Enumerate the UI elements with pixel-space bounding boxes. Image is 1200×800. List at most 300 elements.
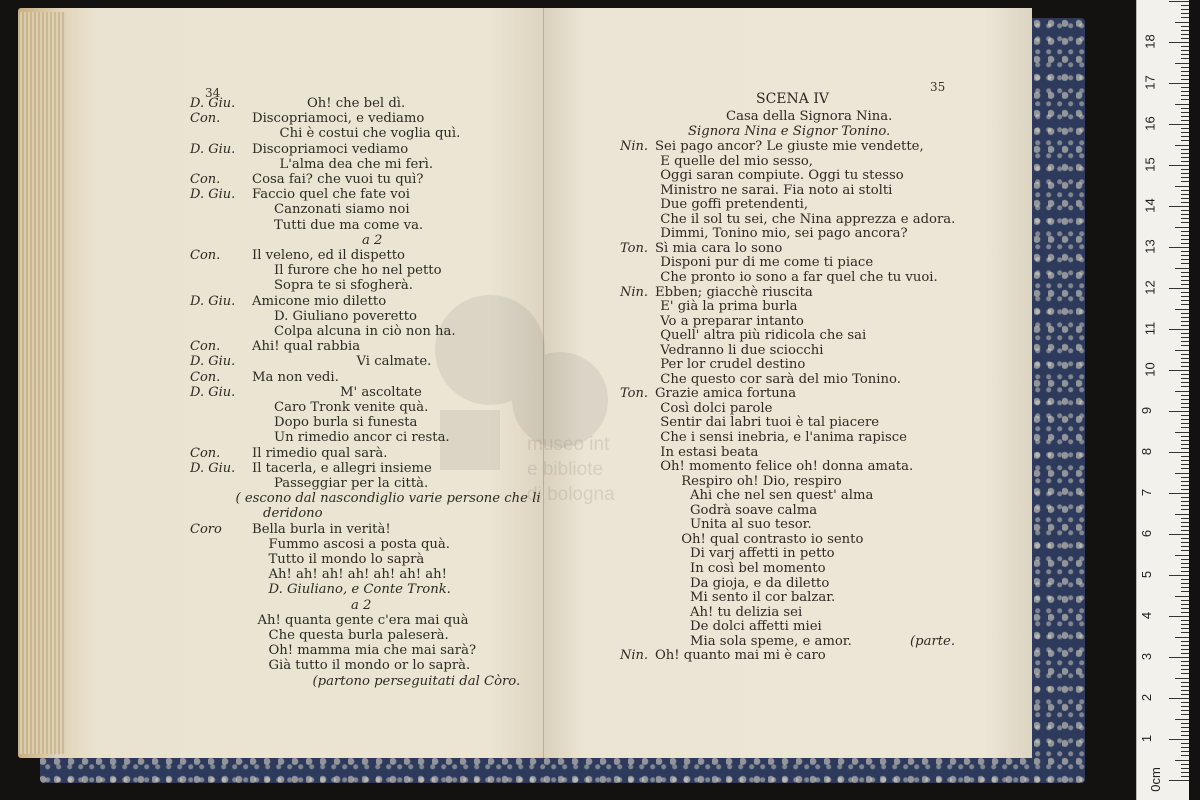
- ruler-tick: [1181, 345, 1189, 346]
- speaker-label: Con.: [190, 339, 221, 355]
- right-page-number: 35: [930, 80, 946, 94]
- ruler-tick: [1181, 362, 1189, 363]
- ruler-number: 15: [1142, 157, 1158, 172]
- verse-line: Che questo cor sarà del mio Tonino.: [660, 371, 901, 387]
- verse-line: Ma non vedi.: [252, 369, 339, 385]
- ruler-tick: [1181, 427, 1189, 428]
- ruler-tick: [1181, 600, 1189, 601]
- verse-line: Da gioja, e da diletto: [690, 575, 830, 591]
- watermark-line-3: di bologna: [527, 484, 615, 505]
- ruler-tick: [1181, 395, 1189, 396]
- ruler-tick: [1169, 1, 1189, 2]
- ruler-tick: [1181, 776, 1189, 777]
- ruler-tick: [1181, 194, 1189, 195]
- ruler-tick: [1181, 579, 1189, 580]
- ruler-number: 12: [1142, 280, 1158, 295]
- verse-line: Dopo burla si funesta: [274, 415, 418, 431]
- verse-line: Cosa fai? che vuoi tu quì?: [252, 172, 424, 187]
- verse-line: Dimmi, Tonino mio, sei pago ancora?: [660, 226, 908, 242]
- ruler-tick: [1181, 399, 1189, 400]
- ruler-tick: [1181, 489, 1189, 490]
- ruler-tick: [1181, 202, 1189, 203]
- ruler-number: 9: [1139, 406, 1155, 415]
- verse-line: Unita al suo tesor.: [690, 517, 812, 533]
- speaker-label: Ton.: [620, 386, 648, 402]
- ruler-tick: [1181, 198, 1189, 199]
- verse-line: Sentir dai labri tuoi è tal piacere: [660, 415, 880, 431]
- speaker-label: Con.: [190, 445, 221, 461]
- verse-line: Per lor crudel destino: [660, 357, 806, 373]
- ruler-tick: [1181, 112, 1189, 113]
- ruler-tick: [1181, 218, 1189, 219]
- ruler-tick: [1169, 247, 1189, 248]
- ruler-tick: [1181, 723, 1189, 724]
- ruler-tick: [1175, 104, 1189, 105]
- verse-line: Un rimedio ancor ci resta.: [274, 430, 450, 446]
- scene-characters: Signora Nina e Signor Tonino.: [688, 124, 891, 139]
- ruler-tick: [1181, 26, 1189, 27]
- ruler-tick: [1181, 337, 1189, 338]
- verse-line: Ah! ah! ah! ah! ah! ah! ah!: [268, 567, 447, 583]
- ruler-tick: [1181, 259, 1189, 260]
- speaker-label: D. Giu.: [190, 187, 236, 203]
- speaker-label: Nin.: [620, 648, 649, 664]
- ruler-number: 0cm: [1147, 767, 1163, 792]
- ruler-tick: [1175, 268, 1189, 269]
- ruler-tick: [1181, 243, 1189, 244]
- ruler-tick: [1169, 329, 1189, 330]
- ruler-tick: [1169, 534, 1189, 535]
- ruler-tick: [1181, 743, 1189, 744]
- ruler-tick: [1181, 272, 1189, 273]
- verse-line: Vi calmate.: [356, 354, 432, 370]
- verse-line: a 2: [351, 597, 372, 613]
- verse-line: Oggi saran compiute. Oggi tu stesso: [660, 168, 904, 184]
- ruler-tick: [1181, 501, 1189, 502]
- ruler-number: 18: [1142, 34, 1158, 49]
- ruler-tick: [1169, 83, 1189, 84]
- ruler-tick: [1181, 690, 1189, 691]
- verse-line: Che pronto io sono a far quel che tu vuoi.: [660, 269, 938, 285]
- ruler-tick: [1181, 714, 1189, 715]
- ruler-tick: [1181, 628, 1189, 629]
- verse-line: Colpa alcuna in ciò non ha.: [274, 324, 456, 339]
- ruler-tick: [1181, 669, 1189, 670]
- speaker-label: D. Giu.: [190, 141, 236, 157]
- ruler-tick: [1181, 235, 1189, 236]
- ruler-tick: [1181, 58, 1189, 59]
- ruler-tick: [1181, 706, 1189, 707]
- ruler-tick: [1181, 751, 1189, 752]
- ruler-number: 6: [1139, 529, 1155, 538]
- ruler-tick: [1169, 165, 1189, 166]
- ruler-tick: [1181, 464, 1189, 465]
- ruler-tick: [1169, 452, 1189, 453]
- ruler-tick: [1181, 108, 1189, 109]
- ruler-tick: [1181, 587, 1189, 588]
- ruler-tick: [1181, 477, 1189, 478]
- verse-line: Oh! quanto mai mi è caro: [655, 648, 826, 664]
- ruler-tick: [1181, 153, 1189, 154]
- ruler-tick: [1181, 366, 1189, 367]
- ruler-tick: [1181, 542, 1189, 543]
- ruler-tick: [1181, 9, 1189, 10]
- ruler-tick: [1181, 530, 1189, 531]
- verse-line: Tutti due ma come va.: [274, 217, 424, 233]
- verse-line: Ahi che nel sen quest' alma: [690, 488, 874, 504]
- ruler-tick: [1181, 518, 1189, 519]
- verse-line: Vo a preparar intanto: [660, 313, 804, 329]
- verse-line: a 2: [362, 232, 383, 248]
- speaker-label: Con.: [190, 369, 221, 385]
- ruler-tick: [1169, 657, 1189, 658]
- ruler-number: 5: [1139, 570, 1155, 579]
- ruler-tick: [1181, 497, 1189, 498]
- ruler-tick: [1169, 288, 1189, 289]
- ruler-tick: [1181, 120, 1189, 121]
- ruler-number: 11: [1142, 321, 1158, 336]
- ruler-tick: [1181, 280, 1189, 281]
- verse-line: D. Giuliano poveretto: [274, 308, 417, 324]
- verse-line: Passeggiar per la città.: [274, 476, 429, 491]
- ruler-tick: [1181, 50, 1189, 51]
- ruler-tick: [1181, 440, 1189, 441]
- ruler-tick: [1181, 764, 1189, 765]
- ruler-tick: [1181, 374, 1189, 375]
- verse-line: De dolci affetti miei: [690, 619, 822, 635]
- ruler-tick: [1181, 177, 1189, 178]
- ruler-tick: [1169, 780, 1189, 781]
- ruler-tick: [1181, 731, 1189, 732]
- ruler-tick: [1181, 567, 1189, 568]
- verse-line: Il rimedio qual sarà.: [252, 445, 388, 461]
- ruler-tick: [1181, 173, 1189, 174]
- ruler-tick: [1181, 34, 1189, 35]
- ruler-tick: [1181, 128, 1189, 129]
- page-edges: [18, 12, 66, 754]
- ruler-tick: [1181, 423, 1189, 424]
- ruler-tick: [1181, 79, 1189, 80]
- ruler-tick: [1175, 227, 1189, 228]
- ruler-tick: [1181, 222, 1189, 223]
- speaker-label: Con.: [190, 172, 221, 187]
- verse-line: Disponi pur di me come ti piace: [660, 255, 874, 271]
- ruler-tick: [1181, 624, 1189, 625]
- ruler-tick: [1181, 448, 1189, 449]
- ruler-tick: [1181, 559, 1189, 560]
- ruler-tick: [1181, 505, 1189, 506]
- ruler-tick: [1181, 768, 1189, 769]
- speaker-label: Coro: [190, 521, 222, 537]
- verse-line: Grazie amica fortuna: [655, 386, 797, 402]
- ruler-tick: [1181, 296, 1189, 297]
- ruler-tick: [1181, 591, 1189, 592]
- ruler-tick: [1175, 596, 1189, 597]
- ruler-tick: [1181, 538, 1189, 539]
- speaker-label: Con.: [190, 248, 221, 263]
- ruler-tick: [1181, 673, 1189, 674]
- ruler-tick: [1181, 132, 1189, 133]
- ruler-tick: [1175, 760, 1189, 761]
- verse-line: Sei pago ancor? Le giuste mie vendette,: [655, 139, 924, 154]
- verse-line: Di varj affetti in petto: [690, 546, 835, 562]
- ruler-number: 7: [1139, 488, 1155, 497]
- ruler-number: 17: [1142, 75, 1158, 90]
- verse-line: Il tacerla, e allegri insieme: [252, 460, 432, 476]
- stage-direction: (parte.: [910, 633, 956, 649]
- ruler-tick: [1181, 403, 1189, 404]
- verse-line: Caro Tronk venite quà.: [274, 400, 429, 415]
- ruler-tick: [1181, 571, 1189, 572]
- ruler-tick: [1181, 665, 1189, 666]
- verse-line: Mia sola speme, e amor.: [690, 633, 852, 649]
- verse-line: Due goffi pretendenti,: [660, 197, 809, 213]
- ruler-tick: [1181, 300, 1189, 301]
- verse-line: Oh! che bel dì.: [307, 96, 406, 111]
- ruler-tick: [1181, 550, 1189, 551]
- ruler-tick: [1181, 632, 1189, 633]
- verse-line: Faccio quel che fate voi: [252, 187, 410, 203]
- verse-line: Ah! quanta gente c'era mai quà: [257, 612, 469, 628]
- verse-line: Respiro oh! Dio, respiro: [681, 473, 842, 489]
- ruler-tick: [1181, 415, 1189, 416]
- ruler-tick: [1181, 87, 1189, 88]
- ruler-tick: [1181, 38, 1189, 39]
- speaker-label: Nin.: [620, 284, 649, 300]
- verse-line: Discopriamoci vediamo: [252, 141, 409, 157]
- ruler-number: 1: [1139, 734, 1155, 743]
- ruler-tick: [1181, 641, 1189, 642]
- ruler-tick: [1175, 637, 1189, 638]
- verse-line: Bella burla in verità!: [252, 521, 391, 537]
- ruler-tick: [1181, 5, 1189, 6]
- ruler-tick: [1175, 186, 1189, 187]
- ruler-tick: [1181, 13, 1189, 14]
- ruler-tick: [1181, 608, 1189, 609]
- ruler-tick: [1181, 604, 1189, 605]
- ruler-tick: [1181, 333, 1189, 334]
- speaker-label: D. Giu.: [190, 293, 236, 309]
- ruler-tick: [1181, 354, 1189, 355]
- scene-place: Casa della Signora Nina.: [726, 109, 893, 124]
- speaker-label: D. Giu.: [190, 460, 236, 476]
- ruler-tick: [1181, 358, 1189, 359]
- ruler-tick: [1181, 661, 1189, 662]
- verse-line: Godrà soave calma: [690, 502, 818, 518]
- ruler-tick: [1181, 30, 1189, 31]
- ruler-number: 10: [1142, 362, 1158, 377]
- ruler-tick: [1169, 616, 1189, 617]
- ruler-tick: [1181, 284, 1189, 285]
- scene-title: SCENA IV: [756, 91, 829, 107]
- ruler-tick: [1181, 682, 1189, 683]
- ruler-tick: [1181, 509, 1189, 510]
- ruler-tick: [1181, 214, 1189, 215]
- ruler-tick: [1175, 719, 1189, 720]
- ruler-tick: [1181, 620, 1189, 621]
- ruler-tick: [1181, 149, 1189, 150]
- ruler-tick: [1181, 95, 1189, 96]
- ruler-tick: [1169, 42, 1189, 43]
- ruler-tick: [1181, 116, 1189, 117]
- speaker-label: D. Giu.: [190, 354, 236, 370]
- ruler-tick: [1181, 341, 1189, 342]
- ruler-tick: [1181, 436, 1189, 437]
- ruler-number: 2: [1139, 693, 1155, 702]
- ruler-tick: [1181, 382, 1189, 383]
- verse-line: deridono: [263, 506, 323, 522]
- verse-line: Chi è costui che voglia quì.: [279, 126, 461, 142]
- ruler-tick: [1169, 206, 1189, 207]
- ruler-tick: [1181, 75, 1189, 76]
- verse-line: M' ascoltate: [340, 384, 422, 400]
- verse-line: Che questa burla paleserà.: [268, 628, 449, 643]
- ruler-tick: [1169, 575, 1189, 576]
- verse-line: Ahi! qual rabbia: [252, 339, 361, 355]
- ruler-tick: [1181, 583, 1189, 584]
- verse-line: Tutto il mondo lo saprà: [268, 552, 425, 567]
- ruler-tick: [1181, 161, 1189, 162]
- ruler-tick: [1175, 63, 1189, 64]
- ruler-tick: [1181, 255, 1189, 256]
- verse-line: Oh! mamma mia che mai sarà?: [268, 643, 477, 659]
- ruler-tick: [1175, 678, 1189, 679]
- speaker-label: Con.: [190, 111, 221, 127]
- ruler-number: 16: [1142, 116, 1158, 131]
- ruler-tick: [1181, 481, 1189, 482]
- ruler-tick: [1181, 276, 1189, 277]
- verse-line: (partono perseguitati dal Còro.: [312, 673, 521, 689]
- ruler-tick: [1181, 325, 1189, 326]
- ruler-tick: [1169, 739, 1189, 740]
- ruler-number: 13: [1142, 239, 1158, 254]
- ruler-tick: [1181, 755, 1189, 756]
- ruler-tick: [1175, 473, 1189, 474]
- ruler-number: 14: [1142, 198, 1158, 213]
- ruler-tick: [1181, 546, 1189, 547]
- verse-line: Ebben; giacchè riuscita: [655, 284, 813, 300]
- ruler-tick: [1181, 747, 1189, 748]
- ruler-tick: [1181, 526, 1189, 527]
- ruler-tick: [1181, 694, 1189, 695]
- ruler-tick: [1181, 460, 1189, 461]
- ruler-tick: [1181, 304, 1189, 305]
- ruler-tick: [1181, 99, 1189, 100]
- speaker-label: D. Giu.: [190, 96, 236, 111]
- ruler-tick: [1181, 181, 1189, 182]
- ruler-tick: [1181, 485, 1189, 486]
- ruler-tick: [1181, 313, 1189, 314]
- ruler-tick: [1181, 444, 1189, 445]
- verse-line: Discopriamoci, e vediamo: [252, 111, 425, 127]
- ruler-tick: [1181, 317, 1189, 318]
- ruler-tick: [1181, 407, 1189, 408]
- ruler-tick: [1181, 190, 1189, 191]
- ruler-tick: [1181, 71, 1189, 72]
- ruler-tick: [1181, 136, 1189, 137]
- verse-line: E' già la prima burla: [660, 299, 798, 315]
- ruler-tick: [1169, 698, 1189, 699]
- ruler-tick: [1181, 263, 1189, 264]
- verse-line: E quelle del mio sesso,: [660, 153, 813, 169]
- verse-line: Amicone mio diletto: [252, 293, 387, 309]
- ruler-tick: [1175, 514, 1189, 515]
- ruler-tick: [1175, 555, 1189, 556]
- verse-line: Il furore che ho nel petto: [274, 263, 442, 279]
- watermark-line-2: e bibliote: [527, 459, 604, 480]
- ruler-tick: [1181, 67, 1189, 68]
- speaker-label: D. Giu.: [190, 384, 236, 400]
- ruler-tick: [1181, 210, 1189, 211]
- ruler-tick: [1181, 563, 1189, 564]
- ruler-tick: [1181, 251, 1189, 252]
- ruler-number: 8: [1139, 447, 1155, 456]
- verse-line: L'alma dea che mi ferì.: [279, 156, 434, 172]
- ruler-tick: [1181, 772, 1189, 773]
- ruler-tick: [1175, 432, 1189, 433]
- ruler-tick: [1175, 350, 1189, 351]
- ruler-tick: [1181, 321, 1189, 322]
- verse-line: Che i sensi inebria, e l'anima rapisce: [660, 430, 907, 445]
- watermark-line-1: museo int: [527, 434, 610, 455]
- verse-line: Ah! tu delizia sei: [690, 604, 803, 620]
- ruler-tick: [1181, 91, 1189, 92]
- verse-line: Mi sento il cor balzar.: [690, 590, 836, 606]
- verse-line: Già tutto il mondo or lo saprà.: [268, 658, 471, 674]
- verse-line: Oh! qual contrasto io sento: [681, 531, 864, 547]
- ruler-tick: [1181, 612, 1189, 613]
- verse-line: Oh! momento felice oh! donna amata.: [660, 459, 914, 475]
- ruler-tick: [1181, 727, 1189, 728]
- ruler-tick: [1175, 309, 1189, 310]
- verse-line: Ministro ne sarai. Fia noto ai stolti: [660, 182, 893, 198]
- verse-line: ( escono dal nascondiglio varie persone che li: [235, 491, 541, 507]
- verse-line: In così bel momento: [690, 560, 826, 576]
- ruler-tick: [1181, 653, 1189, 654]
- ruler-number: 4: [1139, 611, 1155, 620]
- ruler-tick: [1181, 686, 1189, 687]
- ruler-tick: [1169, 370, 1189, 371]
- ruler-tick: [1181, 169, 1189, 170]
- ruler-tick: [1181, 645, 1189, 646]
- left-page-number: 34: [205, 86, 221, 100]
- verse-line: D. Giuliano, e Conte Tronk.: [268, 582, 451, 598]
- ruler-tick: [1181, 239, 1189, 240]
- ruler-tick: [1169, 124, 1189, 125]
- ruler-tick: [1181, 378, 1189, 379]
- ruler-tick: [1181, 157, 1189, 158]
- ruler-tick: [1181, 231, 1189, 232]
- ruler-tick: [1175, 22, 1189, 23]
- verse-line: Sì mia cara lo sono: [655, 240, 783, 256]
- ruler-tick: [1181, 17, 1189, 18]
- verse-line: In estasi beata: [660, 444, 759, 460]
- speaker-label: Ton.: [620, 240, 648, 256]
- ruler-tick: [1181, 419, 1189, 420]
- ruler-tick: [1181, 46, 1189, 47]
- ruler-tick: [1175, 145, 1189, 146]
- ruler-tick: [1169, 493, 1189, 494]
- verse-line: Sopra te si sfogherà.: [274, 278, 413, 294]
- ruler-tick: [1181, 292, 1189, 293]
- ruler-tick: [1181, 386, 1189, 387]
- ruler-tick: [1169, 411, 1189, 412]
- ruler-number: 3: [1139, 652, 1155, 661]
- speaker-label: Nin.: [620, 139, 649, 154]
- ruler-tick: [1181, 468, 1189, 469]
- ruler-tick: [1181, 54, 1189, 55]
- ruler-tick: [1181, 522, 1189, 523]
